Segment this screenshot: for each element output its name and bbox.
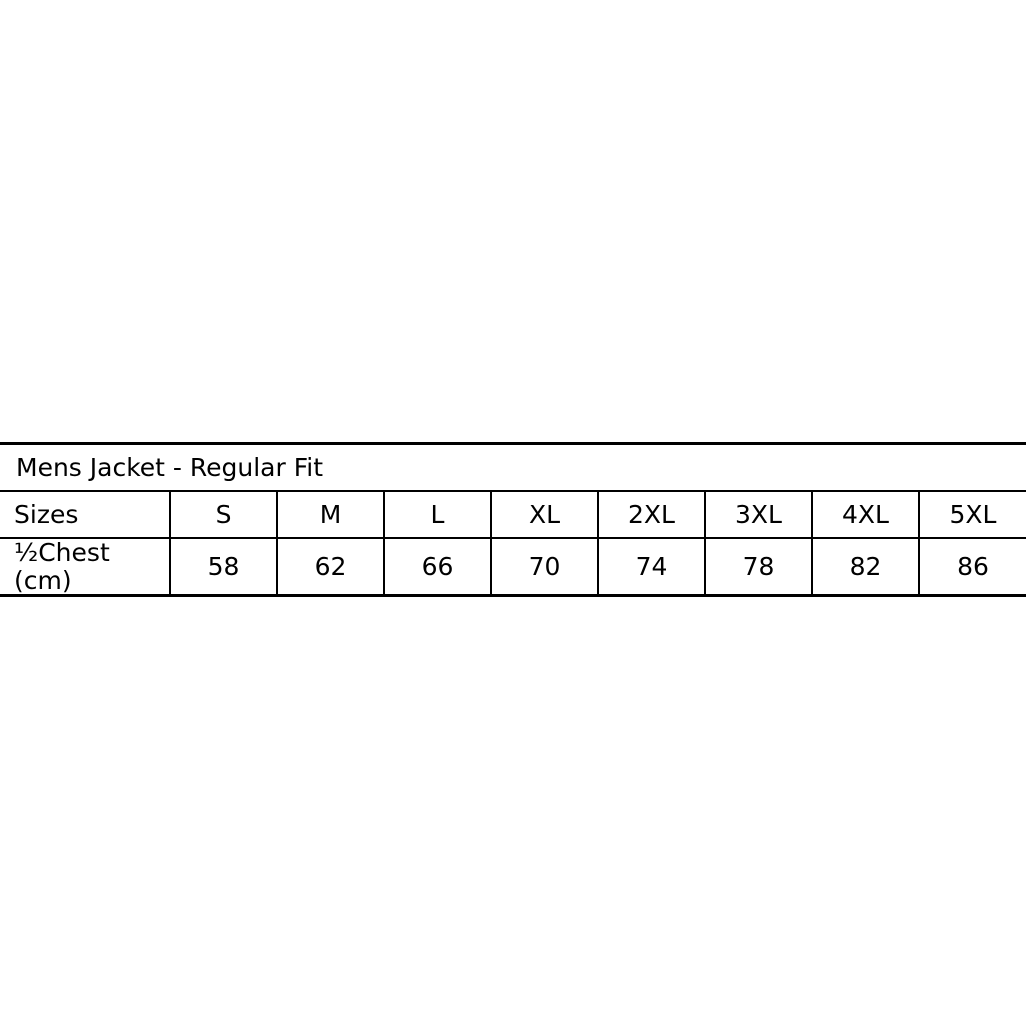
chart-title: Mens Jacket - Regular Fit: [0, 445, 1026, 491]
size-cell-4xl: 4XL: [812, 491, 919, 538]
size-cell-5xl: 5XL: [919, 491, 1026, 538]
table-row-chest: [0, 538, 1026, 594]
size-cell-l: L: [384, 491, 491, 538]
chest-cell-2xl: 74: [598, 538, 705, 594]
chest-cell-s: 58: [170, 538, 277, 594]
table-row-title: [0, 445, 1026, 491]
table-row-sizes: [0, 491, 1026, 538]
chest-cell-xl: 70: [491, 538, 598, 594]
size-cell-3xl: 3XL: [705, 491, 812, 538]
chest-cell-3xl: 78: [705, 538, 812, 594]
chest-cell-5xl: 86: [919, 538, 1026, 594]
size-cell-m: M: [277, 491, 384, 538]
row-header-sizes: Sizes: [0, 491, 170, 538]
chest-cell-4xl: 82: [812, 538, 919, 594]
size-cell-2xl: 2XL: [598, 491, 705, 538]
chest-cell-l: 66: [384, 538, 491, 594]
size-cell-xl: XL: [491, 491, 598, 538]
row-header-chest: ½Chest (cm): [0, 538, 170, 594]
size-chart-container: [0, 442, 1026, 597]
size-cell-s: S: [170, 491, 277, 538]
size-chart-table: [0, 445, 1026, 594]
chest-cell-m: 62: [277, 538, 384, 594]
